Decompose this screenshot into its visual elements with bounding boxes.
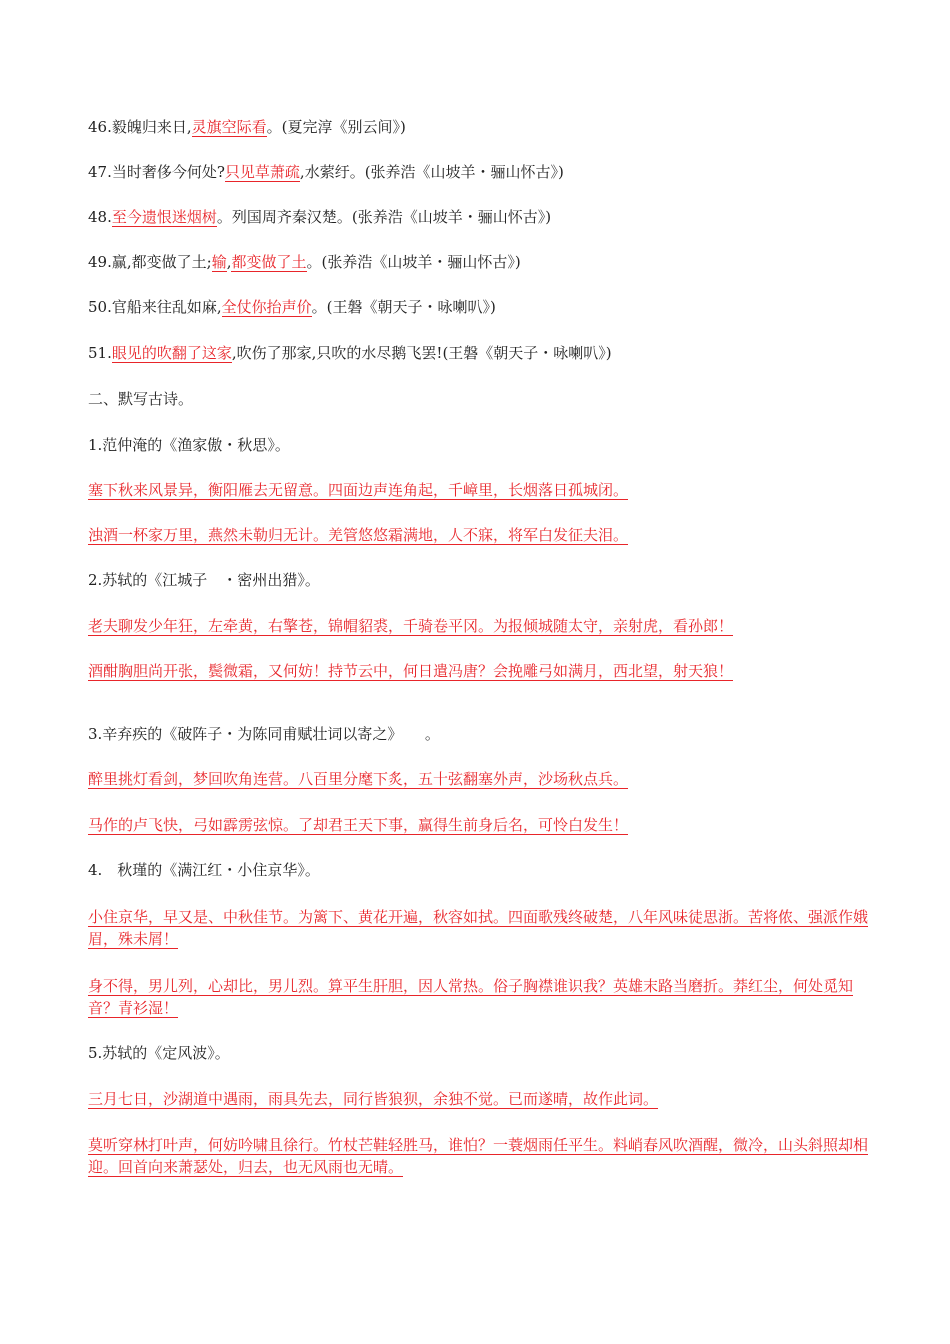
item-number: 48. xyxy=(88,208,112,226)
section-title: 二、默写古诗。 xyxy=(88,390,194,408)
item-49 xyxy=(88,251,521,273)
item-number: 51. xyxy=(88,344,112,362)
poem-line: 三月七日，沙湖道中遇雨，雨具先去，同行皆狼狈，余独不觉。已而遂晴，故作此词。 xyxy=(88,1090,659,1108)
item-answer: 眼见的吹翻了这家 xyxy=(111,344,232,362)
item-50 xyxy=(88,296,496,318)
item-suffix: 。(王磐《朝天子・咏喇叭》) xyxy=(311,298,496,316)
poem-line: 老夫聊发少年狂，左牵黄，右擎苍，锦帽貂裘，千骑卷平冈。为报倾城随太守，亲射虎，看孙郎！ xyxy=(88,617,734,635)
item-suffix: 。(张养浩《山坡羊・骊山怀古》) xyxy=(306,253,521,271)
item-suffix: 。列国周齐秦汉楚。(张养浩《山坡羊・骊山怀古》) xyxy=(216,208,552,226)
poem-line: 莫听穿林打叶声，何妨吟啸且徐行。竹杖芒鞋轻胜马，谁怕？一蓑烟雨任平生。料峭春风吹酒醒，微冷，山头斜照却相迎。回首向来萧瑟处，归去，也无风雨也无晴。 xyxy=(88,1136,869,1176)
poem-heading: 5.苏轼的《定风波》。 xyxy=(88,1044,230,1062)
item-number: 47. xyxy=(88,163,112,181)
poem-line: 塞下秋来风景异，衡阳雁去无留意。四面边声连角起，千嶂里，长烟落日孤城闭。 xyxy=(88,481,629,499)
item-48 xyxy=(88,206,551,228)
poem-heading: 1.范仲淹的《渔家傲・秋思》。 xyxy=(88,436,290,454)
item-answer: 至今遗恨迷烟树 xyxy=(111,208,217,226)
item-number: 49. xyxy=(88,253,112,271)
item-prefix: 赢,都变做了土; xyxy=(111,253,212,271)
item-prefix: 当时奢侈今何处? xyxy=(111,163,225,181)
poem-line: 浊酒一杯家万里，燕然未勒归无计。羌管悠悠霜满地，人不寐，将军白发征夫泪。 xyxy=(88,526,629,544)
item-suffix: ,水萦纡。(张养浩《山坡羊・骊山怀古》) xyxy=(299,163,564,181)
poem-line: 小住京华，早又是、中秋佳节。为篱下、黄花开遍，秋容如拭。四面歌残终破楚，八年风味徒思浙。苦将侬、强派作娥眉，殊未屑！ xyxy=(88,908,869,948)
item-suffix: ,吹伤了那家,只吹的水尽鹅飞罢!(王磐《朝天子・咏喇叭》) xyxy=(231,344,612,362)
item-prefix: 毅魄归来日, xyxy=(111,118,192,136)
item-46 xyxy=(88,116,406,138)
item-answer: 只见草萧疏 xyxy=(224,163,300,181)
item-answer: 灵旗空际看 xyxy=(191,118,267,136)
item-answer: 全仗你抬声价 xyxy=(221,298,312,316)
poem-heading: 2.苏轼的《江城子 ・密州出猎》。 xyxy=(88,571,320,589)
item-number: 46. xyxy=(88,118,112,136)
poem-line: 酒酣胸胆尚开张，鬓微霜，又何妨！持节云中，何日遣冯唐？会挽雕弓如满月，西北望，射天狼！ xyxy=(88,662,734,680)
item-51 xyxy=(88,342,612,364)
item-47 xyxy=(88,161,564,183)
poem-heading: 4. 秋瑾的《满江红・小住京华》。 xyxy=(88,861,320,879)
poem-line: 马作的卢飞快，弓如霹雳弦惊。了却君王天下事，赢得生前身后名，可怜白发生！ xyxy=(88,816,629,834)
item-prefix: 官船来往乱如麻, xyxy=(111,298,222,316)
item-suffix: 。(夏完淳《别云间》) xyxy=(266,118,406,136)
poem-heading: 3.辛弃疾的《破阵子・为陈同甫赋壮词以寄之》 。 xyxy=(88,725,440,743)
item-answer-2: 都变做了土 xyxy=(231,253,307,271)
item-number: 50. xyxy=(88,298,112,316)
poem-line: 醉里挑灯看剑，梦回吹角连营。八百里分麾下炙，五十弦翻塞外声，沙场秋点兵。 xyxy=(88,770,629,788)
item-separator: , xyxy=(226,253,232,271)
poem-line: 身不得，男儿列，心却比，男儿烈。算平生肝胆，因人常热。俗子胸襟谁识我？英雄末路当磨折。莽红尘，何处觅知音？青衫湿！ xyxy=(88,977,854,1017)
item-answer: 输 xyxy=(211,253,227,271)
